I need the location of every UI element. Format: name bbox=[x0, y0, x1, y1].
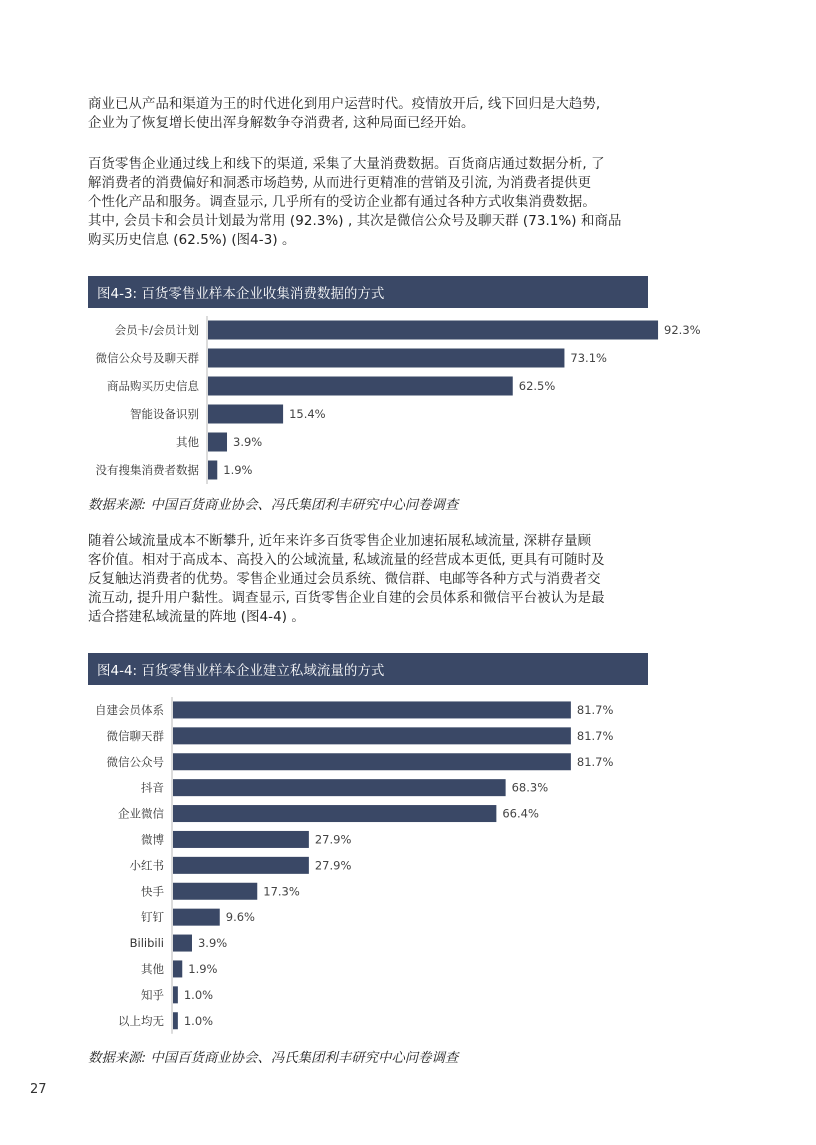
data-bar bbox=[208, 461, 217, 480]
intro-paragraph bbox=[88, 95, 656, 133]
category-label: 其他 bbox=[176, 435, 199, 449]
figure-4-4-chart bbox=[88, 697, 648, 1037]
category-label: 小红书 bbox=[129, 858, 164, 873]
data-bar bbox=[173, 986, 178, 1003]
value-label: 92.3% bbox=[664, 323, 701, 337]
category-label: 钉钉 bbox=[141, 910, 164, 925]
text-line: 流互动, 提升用户黏性。调查显示, 百货零售企业自建的会员体系和微信平台被认为是最 bbox=[88, 591, 605, 606]
text-line: 个性化产品和服务。调查显示, 几乎所有的受访企业都有通过各种方式收集消费数据。 bbox=[88, 195, 596, 210]
value-label: 81.7% bbox=[576, 702, 614, 717]
figure-4-4-title: 图4-4: 百货零售业样本企业建立私域流量的方式 bbox=[88, 653, 648, 685]
data-bar bbox=[173, 857, 309, 874]
category-label: 其他 bbox=[141, 961, 164, 976]
category-label: 微博 bbox=[141, 832, 164, 847]
value-label: 15.4% bbox=[289, 407, 326, 421]
figure-4-4-source: 数据来源: 中国百货商业协会、冯氏集团利丰研究中心问卷调查 bbox=[88, 1051, 459, 1066]
private-traffic-paragraph bbox=[88, 532, 656, 627]
page-number: 27 bbox=[30, 1082, 47, 1097]
category-label: 会员卡/会员计划 bbox=[114, 323, 199, 337]
figure-4-3-source: 数据来源: 中国百货商业协会、冯氏集团利丰研究中心问卷调查 bbox=[88, 498, 459, 513]
text-line: 购买历史信息 (62.5%) (图4-3) 。 bbox=[88, 233, 296, 248]
value-label: 1.0% bbox=[183, 1013, 214, 1028]
data-bar bbox=[173, 935, 192, 952]
value-label: 73.1% bbox=[570, 351, 607, 365]
data-bar bbox=[173, 779, 506, 796]
data-bar bbox=[173, 727, 571, 744]
value-label: 3.9% bbox=[197, 936, 228, 951]
data-bar bbox=[173, 805, 496, 822]
value-label: 3.9% bbox=[233, 435, 263, 449]
data-bar bbox=[208, 433, 227, 452]
figure-4-3-chart bbox=[88, 316, 701, 486]
text-line: 随着公域流量成本不断攀升, 近年来许多百货零售企业加速拓展私域流量, 深耕存量顾 bbox=[88, 534, 592, 549]
value-label: 9.6% bbox=[225, 910, 255, 925]
category-label: 企业微信 bbox=[118, 806, 164, 821]
text-line: 企业为了恢复增长使出浑身解数争夺消费者, 这种局面已经开始。 bbox=[88, 116, 475, 131]
category-label: 没有搜集消费者数据 bbox=[95, 463, 199, 477]
value-label: 62.5% bbox=[518, 379, 556, 393]
category-label: 智能设备识别 bbox=[130, 407, 199, 421]
text-line: 反复触达消费者的优势。零售企业通过会员系统、微信群、电邮等各种方式与消费者交 bbox=[88, 572, 601, 587]
data-collection-paragraph bbox=[88, 155, 656, 250]
value-label: 66.4% bbox=[502, 806, 539, 821]
data-bar bbox=[208, 349, 564, 368]
value-label: 68.3% bbox=[511, 780, 549, 795]
data-bar bbox=[173, 701, 571, 718]
category-label: 微信公众号及聊天群 bbox=[95, 351, 199, 365]
value-label: 1.0% bbox=[183, 987, 214, 1002]
category-label: 快手 bbox=[141, 884, 164, 899]
figure-4-4-svg bbox=[88, 697, 648, 1037]
category-label: Bilibili bbox=[129, 936, 164, 951]
category-label: 自建会员体系 bbox=[95, 702, 164, 717]
text-line: 适合搭建私域流量的阵地 (图4-4) 。 bbox=[88, 610, 305, 625]
data-bar bbox=[208, 377, 513, 396]
category-label: 以上均无 bbox=[118, 1013, 164, 1028]
text-line: 其中, 会员卡和会员计划最为常用 (92.3%) , 其次是微信公众号及聊天群 (73.1%) 和商品 bbox=[88, 214, 622, 229]
text-line: 客价值。相对于高成本、高投入的公域流量, 私域流量的经营成本更低, 更具有可随时及 bbox=[88, 553, 605, 568]
category-label: 抖音 bbox=[141, 780, 164, 795]
data-bar bbox=[208, 321, 658, 340]
value-label: 1.9% bbox=[188, 961, 218, 976]
data-bar bbox=[173, 909, 220, 926]
figure-4-3-title: 图4-3: 百货零售业样本企业收集消费数据的方式 bbox=[88, 276, 648, 308]
text-line: 商业已从产品和渠道为王的时代进化到用户运营时代。疫情放开后, 线下回归是大趋势, bbox=[88, 97, 601, 112]
value-label: 17.3% bbox=[263, 884, 300, 899]
figure-4-3-svg bbox=[88, 316, 701, 486]
category-label: 微信公众号 bbox=[106, 754, 164, 769]
text-line: 百货零售企业通过线上和线下的渠道, 采集了大量消费数据。百货商店通过数据分析, 了 bbox=[88, 157, 605, 172]
value-label: 81.7% bbox=[576, 754, 614, 769]
data-bar bbox=[173, 1012, 178, 1029]
data-bar bbox=[173, 831, 309, 848]
data-bar bbox=[173, 753, 571, 770]
category-label: 知乎 bbox=[141, 987, 164, 1002]
text-line: 解消费者的消费偏好和洞悉市场趋势, 从而进行更精准的营销及引流, 为消费者提供更 bbox=[88, 176, 592, 191]
data-bar bbox=[173, 960, 182, 977]
value-label: 27.9% bbox=[314, 832, 352, 847]
value-label: 1.9% bbox=[223, 463, 253, 477]
data-bar bbox=[173, 883, 257, 900]
data-bar bbox=[208, 405, 283, 424]
category-label: 微信聊天群 bbox=[106, 728, 164, 743]
category-label: 商品购买历史信息 bbox=[107, 379, 199, 393]
value-label: 81.7% bbox=[576, 728, 614, 743]
value-label: 27.9% bbox=[314, 858, 352, 873]
